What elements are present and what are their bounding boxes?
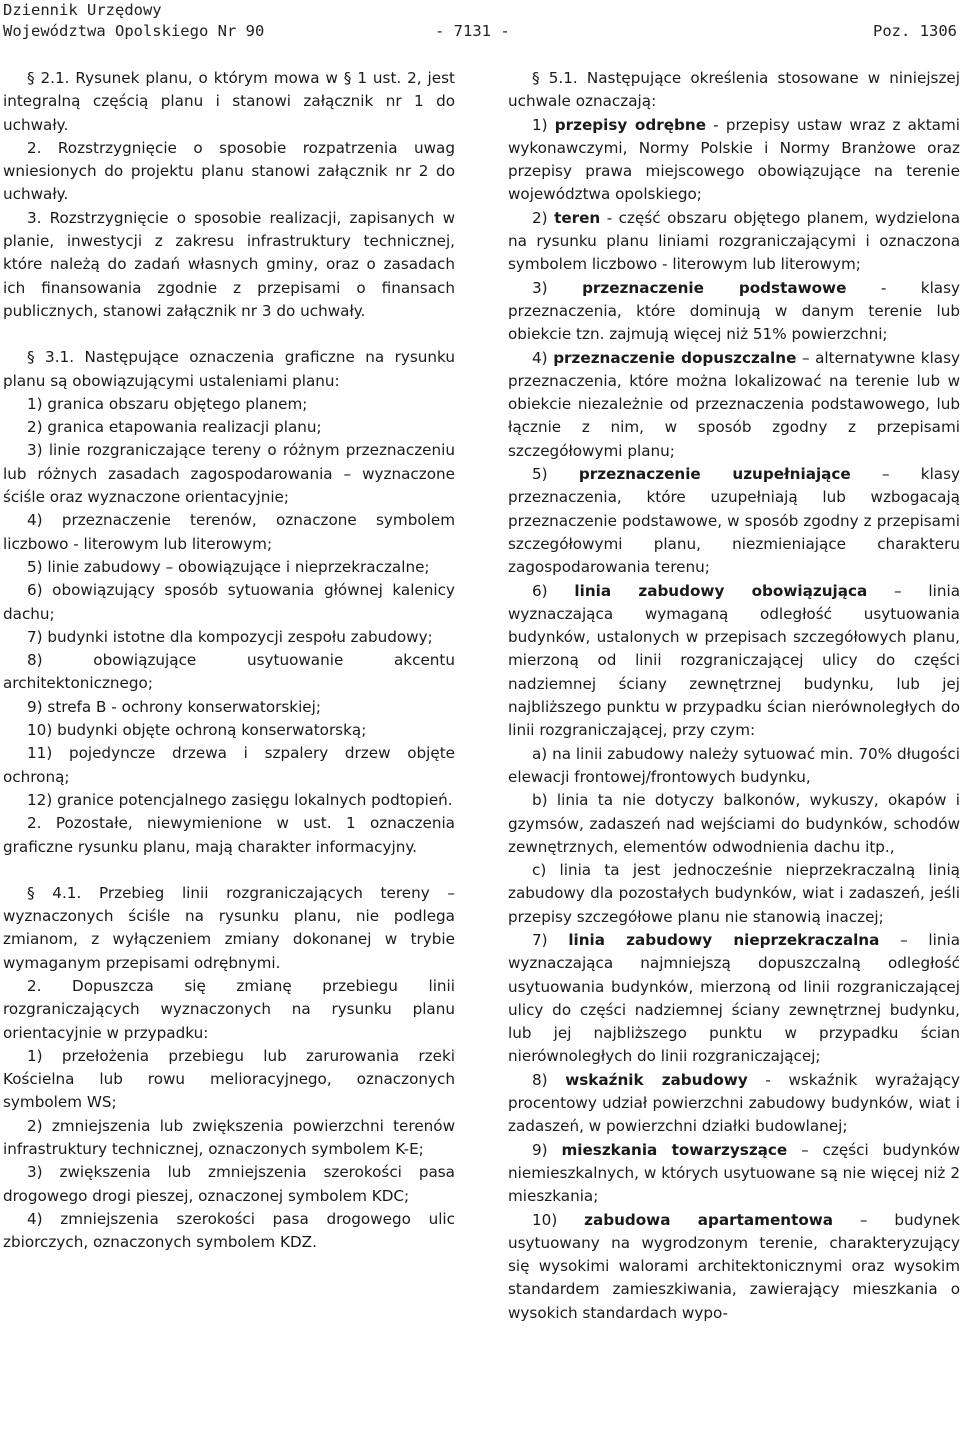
paragraph: 2. Rozstrzygnięcie o sposobie rozpatrzenia uwag wniesionych do projektu planu stanowi załącznik nr 2 do uchwały. — [3, 138, 455, 204]
list-item: 12) granice potencjalnego zasięgu lokalnych podtopień. — [27, 790, 453, 809]
paragraph: § 2.1. Rysunek planu, o którym mowa w § 1 ust. 2, jest integralną częścią planu i stanowi załącznik nr 1 do uchwały. — [3, 69, 455, 134]
left-column — [3, 67, 455, 1255]
list-item: 9) strefa B - ochrony konserwatorskiej; — [27, 697, 321, 716]
definition-term: przeznaczenie uzupełniające — [578, 465, 851, 484]
section-intro: § 5.1. Następujące określenia stosowane w niniejszej uchwale oznaczają: — [508, 69, 960, 111]
list-item: 3) linie rozgraniczające tereny o różnym przeznaczeniu lub różnych zasadach zagospodarowania – wyznaczone ściśle oraz wyznaczone orientacyjnie; — [3, 441, 455, 507]
definition-term: przepisy odrębne — [554, 115, 706, 134]
list-item: 7) budynki istotne dla kompozycji zespołu zabudowy; — [27, 627, 433, 646]
definition-item: 2) teren - część obszaru objętego planem, wydzielona na rysunku planu liniami rozgraniczającymi i oznaczona symbolem liczbowo - literowym lub literowym; — [508, 208, 960, 274]
definition-item: 1) przepisy odrębne - przepisy ustaw wraz z aktami wykonawczymi, Normy Polskie i Normy Branżowe oraz przepisy prawa miejscowego obowiązujące na terenie województwa opolskiego; — [508, 115, 960, 204]
section-intro: § 4.1. Przebieg linii rozgraniczających tereny – wyznaczonych ściśle na rysunku planu, nie podlega zmianom, z wyłączeniem zmiany dokonanej w trybie wymaganym przepisami odrębnymi. — [3, 883, 455, 972]
list-item: 10) budynki objęte ochroną konserwatorską; — [27, 721, 367, 740]
definition-term: teren — [554, 208, 601, 227]
definition-item: 7) linia zabudowy nieprzekraczalna – linia wyznaczająca najmniejszą dopuszczalną odległość usytuowania budynków, mierzoną od linii rozgraniczającej ulicy do części nadziemnej ściany zewnętrznej budynku, lub jej najbliższego punktu w przypadku ścian nierównoległych do linii rozgraniczającej; — [508, 930, 960, 1066]
list-item: 1) przełożenia przebiegu lub zarurowania rzeki Kościelna lub rowu melioracyjnego, oznaczonych symbolem WS; — [3, 1046, 455, 1112]
definition-term: przeznaczenie podstawowe — [582, 278, 847, 297]
sub-item: c) linia ta jest jednocześnie nieprzekraczalną linią zabudowy dla pozostałych budynków, wiat i zadaszeń, jeśli przepisy szczegółowe planu nie stanowią inaczej; — [508, 861, 960, 926]
definition-term: linia zabudowy obowiązująca — [574, 581, 868, 600]
definition-item: 8) wskaźnik zabudowy - wskaźnik wyrażający procentowy udział powierzchni zabudowy budynków, wiat i zadaszeń, w powierzchni działki budowlanej; — [508, 1070, 960, 1136]
list-item: 1) granica obszaru objętego planem; — [27, 394, 308, 413]
paragraph: 2. Pozostałe, niewymienione w ust. 1 oznaczenia graficzne rysunku planu, mają charakter informacyjny. — [3, 814, 455, 856]
list-item: 2) granica etapowania realizacji planu; — [27, 418, 322, 437]
page-number: - 7131 - — [435, 22, 510, 40]
list-item: 2) zmniejszenia lub zwiększenia powierzchni terenów infrastruktury technicznej, oznaczonych symbolem K-E; — [3, 1116, 455, 1159]
list-item: 11) pojedyncze drzewa i szpalery drzew objęte ochroną; — [3, 744, 455, 786]
section-intro: § 3.1. Następujące oznaczenia graficzne na rysunku planu są obowiązującymi ustaleniami planu: — [3, 348, 455, 390]
journal-title-line1: Dziennik Urzędowy — [3, 1, 162, 19]
definition-item: 5) przeznaczenie uzupełniające – klasy przeznaczenia, które uzupełniają lub wzbogacają przeznaczenie podstawowe, w sposób zgodny z przepisami szczegółowymi planu, niezmieniające charakteru zagospodarowania terenu; — [508, 465, 960, 577]
right-column — [508, 67, 960, 1325]
paragraph: 2. Dopuszcza się zmianę przebiegu linii rozgraniczających wyznaczonych na rysunku planu orientacyjnie w przypadku: — [3, 976, 455, 1042]
definition-item: 10) zabudowa apartamentowa – budynek usytuowany na wygrodzonym terenie, charakteryzujący się wysokimi walorami architektonicznymi oraz wysokim standardem zamieszkiwania, zawierający mieszkania o wysokich standardach wypo- — [508, 1210, 960, 1322]
list-item: 3) zwiększenia lub zmniejszenia szerokości pasa drogowego drogi pieszej, oznaczonej symbolem KDC; — [3, 1163, 455, 1205]
definition-item: 6) linia zabudowy obowiązująca – linia wyznaczająca wymaganą odległość usytuowania budynków, ustalonych w przepisach szczegółowych planu, mierzoną od linii rozgraniczającej ulicy do części nadziemnej ściany zewnętrznej budynku, lub jej najbliższego punktu w przypadku ścian nierównoległych do linii rozgraniczającej, przy czym: — [508, 581, 960, 740]
sub-item: b) linia ta nie dotyczy balkonów, wykuszy, okapów i gzymsów, zadaszeń nad wejściami do budynków, schodów zewnętrznych, elementów odwodnienia dachu itp., — [508, 791, 960, 856]
position-number: Poz. 1306 — [873, 22, 957, 40]
list-item: 5) linie zabudowy – obowiązujące i nieprzekraczalne; — [27, 557, 430, 576]
page-header — [3, 0, 957, 42]
definition-term: zabudowa apartamentowa — [584, 1210, 834, 1229]
definition-item: 3) przeznaczenie podstawowe - klasy przeznaczenia, które dominują w danym terenie lub obiekcie tzn. zajmują więcej niż 51% powierzchni; — [508, 278, 960, 344]
definition-term: przeznaczenie dopuszczalne — [553, 348, 797, 367]
list-item: 4) zmniejszenia szerokości pasa drogowego ulic zbiorczych, oznaczonych symbolem KDZ. — [3, 1209, 455, 1252]
definition-item: 4) przeznaczenie dopuszczalne – alternatywne klasy przeznaczenia, które można lokalizować na terenie lub w obiekcie niezależnie od przeznaczenia podstawowego, lub łącznie z nim, w sposób zgodny z przepisami szczegółowymi planu; — [508, 348, 960, 460]
paragraph: 3. Rozstrzygnięcie o sposobie realizacji, zapisanych w planie, inwestycji z zakresu infrastruktury technicznej, które należą do zadań własnych gminy, oraz o zasadach ich finansowania zgodnie z przepisami o finansach publicznych, stanowi załącznik nr 3 do uchwały. — [3, 208, 455, 320]
list-item: 8) obowiązujące usytuowanie akcentu architektonicznego; — [3, 651, 455, 693]
definition-item: 9) mieszkania towarzyszące – części budynków niemieszkalnych, w których usytuowane są nie więcej niż 2 mieszkania; — [508, 1140, 960, 1206]
list-item: 4) przeznaczenie terenów, oznaczone symbolem liczbowo - literowym lub literowym; — [3, 511, 455, 553]
list-item: 6) obowiązujący sposób sytuowania głównej kalenicy dachu; — [3, 581, 455, 623]
journal-title-line2: Województwa Opolskiego Nr 90 — [3, 22, 265, 40]
definition-term: wskaźnik zabudowy — [565, 1070, 748, 1089]
sub-item: a) na linii zabudowy należy sytuować min. 70% długości elewacji frontowej/frontowych budynku, — [508, 744, 960, 786]
definition-term: linia zabudowy nieprzekraczalna — [568, 930, 880, 949]
definition-term: mieszkania towarzyszące — [561, 1140, 788, 1159]
